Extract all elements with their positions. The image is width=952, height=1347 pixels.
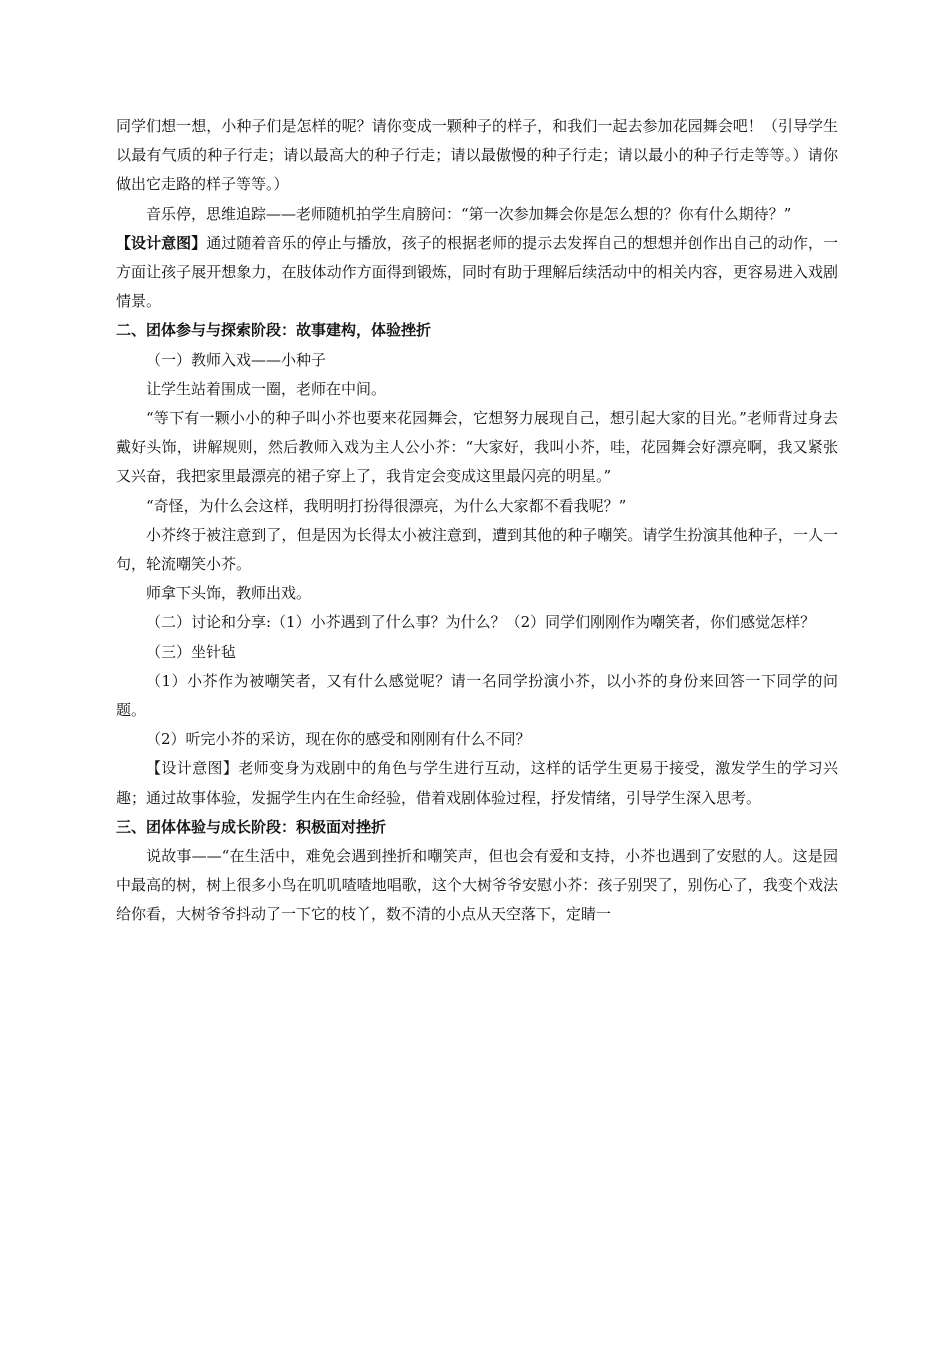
- subheading-hot-seat: （三）坐针毡: [146, 642, 237, 661]
- paragraph-out-of-role: 师拿下头饰，教师出戏。: [146, 584, 312, 603]
- subheading-discussion: （二）讨论和分享:（1）小芥遇到了什么事？为什么？（2）同学们刚刚作为嘲笑者，你们感觉怎样？: [146, 613, 816, 632]
- paragraph-2: 音乐停，思维追踪——老师随机拍学生肩膀问：“第一次参加舞会你是怎么想的？你有什么期待？”: [146, 204, 792, 223]
- section-heading-2: 二、团体参与与探索阶段：故事建构，体验挫折: [116, 321, 432, 340]
- paragraph-1: 同学们想一想，小种子们是怎样的呢？请你变成一颗种子的样子，和我们一起去参加花园舞会吧！（引导学生以最有气质的种子行走；请以最高大的种子行走；请以最傲慢的种子行走；请以最小的种子行走等等。）请你做出它走路的样子等等。）: [116, 117, 838, 194]
- paragraph-mocked: 小芥终于被注意到了，但是因为长得太小被注意到，遭到其他的种子嘲笑。请学生扮演其他种子，一人一句，轮流嘲笑小芥。: [116, 525, 838, 574]
- paragraph-storytelling: 说故事——“在生活中，难免会遇到挫折和嘲笑声，但也会有爱和支持，小芥也遇到了安慰的人。这是园中最高的树，树上很多小鸟在叽叽喳喳地唱歌，这个大树爷爷安慰小芥：孩子别哭了，别伤心了，我变个戏法给你看，大树爷爷抖动了一下它的枝丫，数不清的小点从天空落下，定睛一: [116, 847, 838, 924]
- design-intent-text: 通过随着音乐的停止与播放，孩子的根据老师的提示去发挥自己的想想并创作出自己的动作，一方面让孩子展开想象力，在肢体动作方面得到锻炼，同时有助于理解后续活动中的相关内容，更容易进入戏剧情景。: [116, 233, 838, 311]
- paragraph-strange: “奇怪，为什么会这样，我明明打扮得很漂亮，为什么大家都不看我呢？”: [146, 496, 627, 515]
- paragraph-circle: 让学生站着围成一圈，老师在中间。: [146, 379, 387, 398]
- section-heading-3: 三、团体体验与成长阶段：积极面对挫折: [116, 817, 387, 836]
- design-intent-label: 【设计意图】: [116, 233, 207, 252]
- subheading-teacher-in-role: （一）教师入戏——小种子: [146, 350, 327, 369]
- paragraph-question-2: （2）听完小芥的采访，现在你的感受和刚刚有什么不同？: [146, 730, 531, 749]
- design-intent-label: 【设计意图】: [146, 759, 239, 778]
- document-page: [116, 112, 838, 930]
- paragraph-story-intro: “等下有一颗小小的种子叫小芥也要来花园舞会，它想努力展现自己，想引起大家的目光。”老师背过身去戴好头饰，讲解规则，然后教师入戏为主人公小芥：“大家好，我叫小芥，哇，花园舞会好漂亮啊，我又紧张又兴奋，我把家里最漂亮的裙子穿上了，我肯定会变成这里最闪亮的明星。”: [116, 409, 838, 486]
- design-intent-text: 老师变身为戏剧中的角色与学生进行互动，这样的话学生更易于接受，激发学生的学习兴趣；通过故事体验，发掘学生内在生命经验，借着戏剧体验过程，抒发情绪，引导学生深入思考。: [116, 759, 838, 807]
- design-intent-1: [116, 229, 838, 317]
- design-intent-2: [116, 754, 838, 812]
- paragraph-question-1: （1）小芥作为被嘲笑者，又有什么感觉呢？请一名同学扮演小芥，以小芥的身份来回答一下同学的问题。: [116, 671, 838, 720]
